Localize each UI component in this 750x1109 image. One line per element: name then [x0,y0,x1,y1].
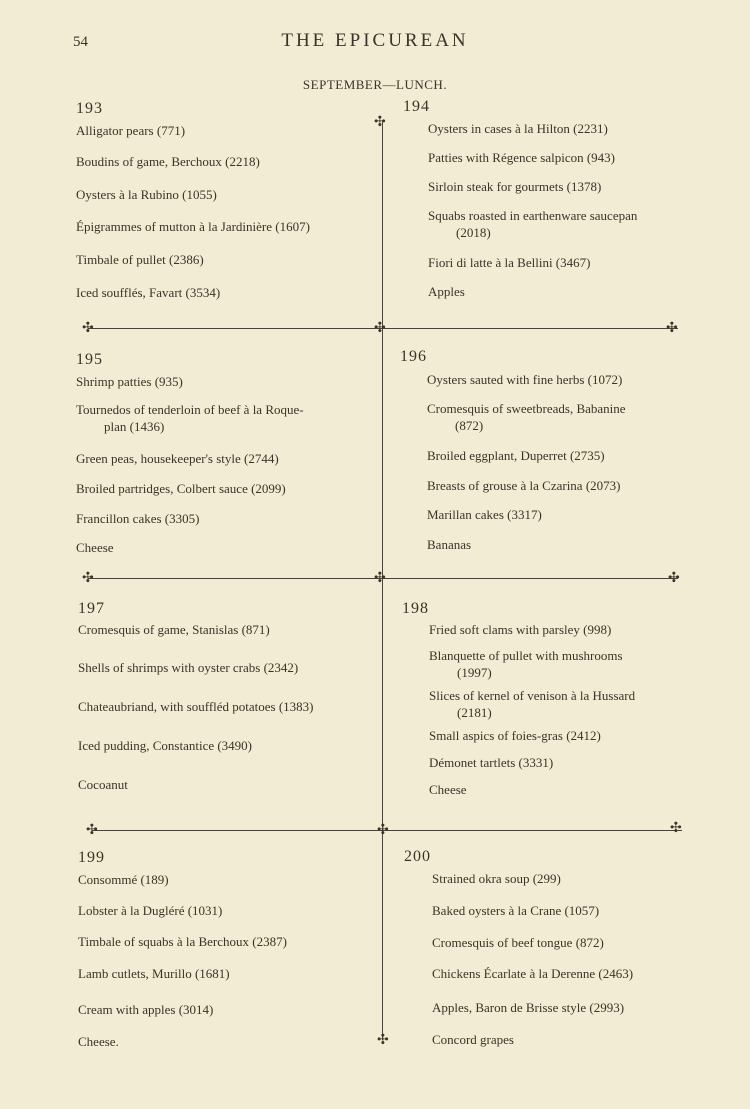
dish: Chickens Écarlate à la Derenne (2463) [432,966,634,981]
dish: Iced soufflés, Favart (3534) [76,285,221,300]
dish: Épigrammes of mutton à la Jardinière (1607) [76,219,310,234]
ornament-cross: ✣ [374,570,386,586]
dish: Lamb cutlets, Murillo (1681) [78,966,230,981]
dish: Shells of shrimps with oyster crabs (2342) [78,660,299,675]
dish: Marillan cakes (3317) [427,507,542,522]
dish-line: Blanquette of pullet with mushrooms [429,648,623,663]
dish [429,647,685,681]
menu-number: 195 [76,351,103,368]
page-number: 54 [73,34,88,50]
dish: Apples [428,284,465,299]
ornament-cross: ✣ [82,320,94,336]
dish-line-cont: (1997) [457,665,492,680]
dish: Iced pudding, Constantice (3490) [78,738,253,753]
dish-line-cont: (2181) [457,705,492,720]
menu-number: 193 [76,100,103,117]
menu-number: 196 [400,348,427,365]
dish: Oysters à la Rubino (1055) [76,187,217,202]
dish: Oysters in cases à la Hilton (2231) [428,121,608,136]
dish: Timbale of squabs à la Berchoux (2387) [78,934,287,949]
ornament-cross: ✣ [668,570,680,586]
dish: Oysters sauted with fine herbs (1072) [427,372,623,387]
dish: Strained okra soup (299) [432,871,561,886]
ornament-cross: ✣ [374,320,386,336]
dish: Boudins of game, Berchoux (2218) [76,154,260,169]
dish: Concord grapes [432,1032,514,1047]
dish: Fiori di latte à la Bellini (3467) [428,255,591,270]
dish [429,687,685,721]
menu-number: 199 [78,849,105,866]
running-title: THE EPICUREAN [281,30,469,51]
dish: Francillon cakes (3305) [76,511,200,526]
ornament-cross: ✣ [374,114,386,130]
dish: Démonet tartlets (3331) [429,755,554,770]
dish-line-cont: (872) [455,418,484,433]
dish-line: Squabs roasted in earthenware saucepan [428,208,638,223]
menu-number: 200 [404,848,431,865]
dish: Broiled eggplant, Duperret (2735) [427,448,605,463]
ornament-cross: ✣ [86,822,98,838]
dish-line-cont: plan (1436) [104,419,165,434]
dish: Green peas, housekeeper's style (2744) [76,451,279,466]
ornament-cross: ✣ [377,1032,389,1048]
dish: Cream with apples (3014) [78,1002,214,1017]
menu-number: 198 [402,600,429,617]
dish [76,401,358,435]
dish: Chateaubriand, with souffléd potatoes (1383) [78,699,314,714]
dish: Baked oysters à la Crane (1057) [432,903,600,918]
dish: Cheese [429,782,467,797]
dish: Alligator pears (771) [76,123,186,138]
ornament-cross: ✣ [670,820,682,836]
dish: Timbale of pullet (2386) [76,252,204,267]
dish-line: Slices of kernel of venison à la Hussard [429,688,636,703]
dish: Cromesquis of game, Stanislas (871) [78,622,270,637]
ornament-cross: ✣ [666,320,678,336]
dish-line-cont: (2018) [456,225,491,240]
dish: Broiled partridges, Colbert sauce (2099) [76,481,286,496]
dish-line: Tournedos of tenderloin of beef à la Roque- [76,402,304,417]
dish: Shrimp patties (935) [76,374,183,389]
dish: Cromesquis of beef tongue (872) [432,935,604,950]
ornament-cross: ✣ [377,822,389,838]
dish: Small aspics of foies-gras (2412) [429,728,601,743]
dish: Apples, Baron de Brisse style (2993) [432,1000,625,1015]
dish: Sirloin steak for gourmets (1378) [428,179,602,194]
dish: Cocoanut [78,777,128,792]
dish-line: Cromesquis of sweetbreads, Babanine [427,401,626,416]
dish: Cheese [76,540,114,555]
dish: Bananas [427,537,472,552]
dish: Fried soft clams with parsley (998) [429,622,612,637]
ornament-cross: ✣ [82,570,94,586]
dish: Cheese. [78,1034,119,1049]
menu-number: 197 [78,600,105,617]
dish: Consommé (189) [78,872,169,887]
dish: Breasts of grouse à la Czarina (2073) [427,478,621,493]
dish: Patties with Régence salpicon (943) [428,150,616,165]
section-title: SEPTEMBER—LUNCH. [302,77,448,92]
dish [427,400,685,434]
menu-number: 194 [403,98,430,115]
dish [428,207,684,241]
dish: Lobster à la Dugléré (1031) [78,903,223,918]
